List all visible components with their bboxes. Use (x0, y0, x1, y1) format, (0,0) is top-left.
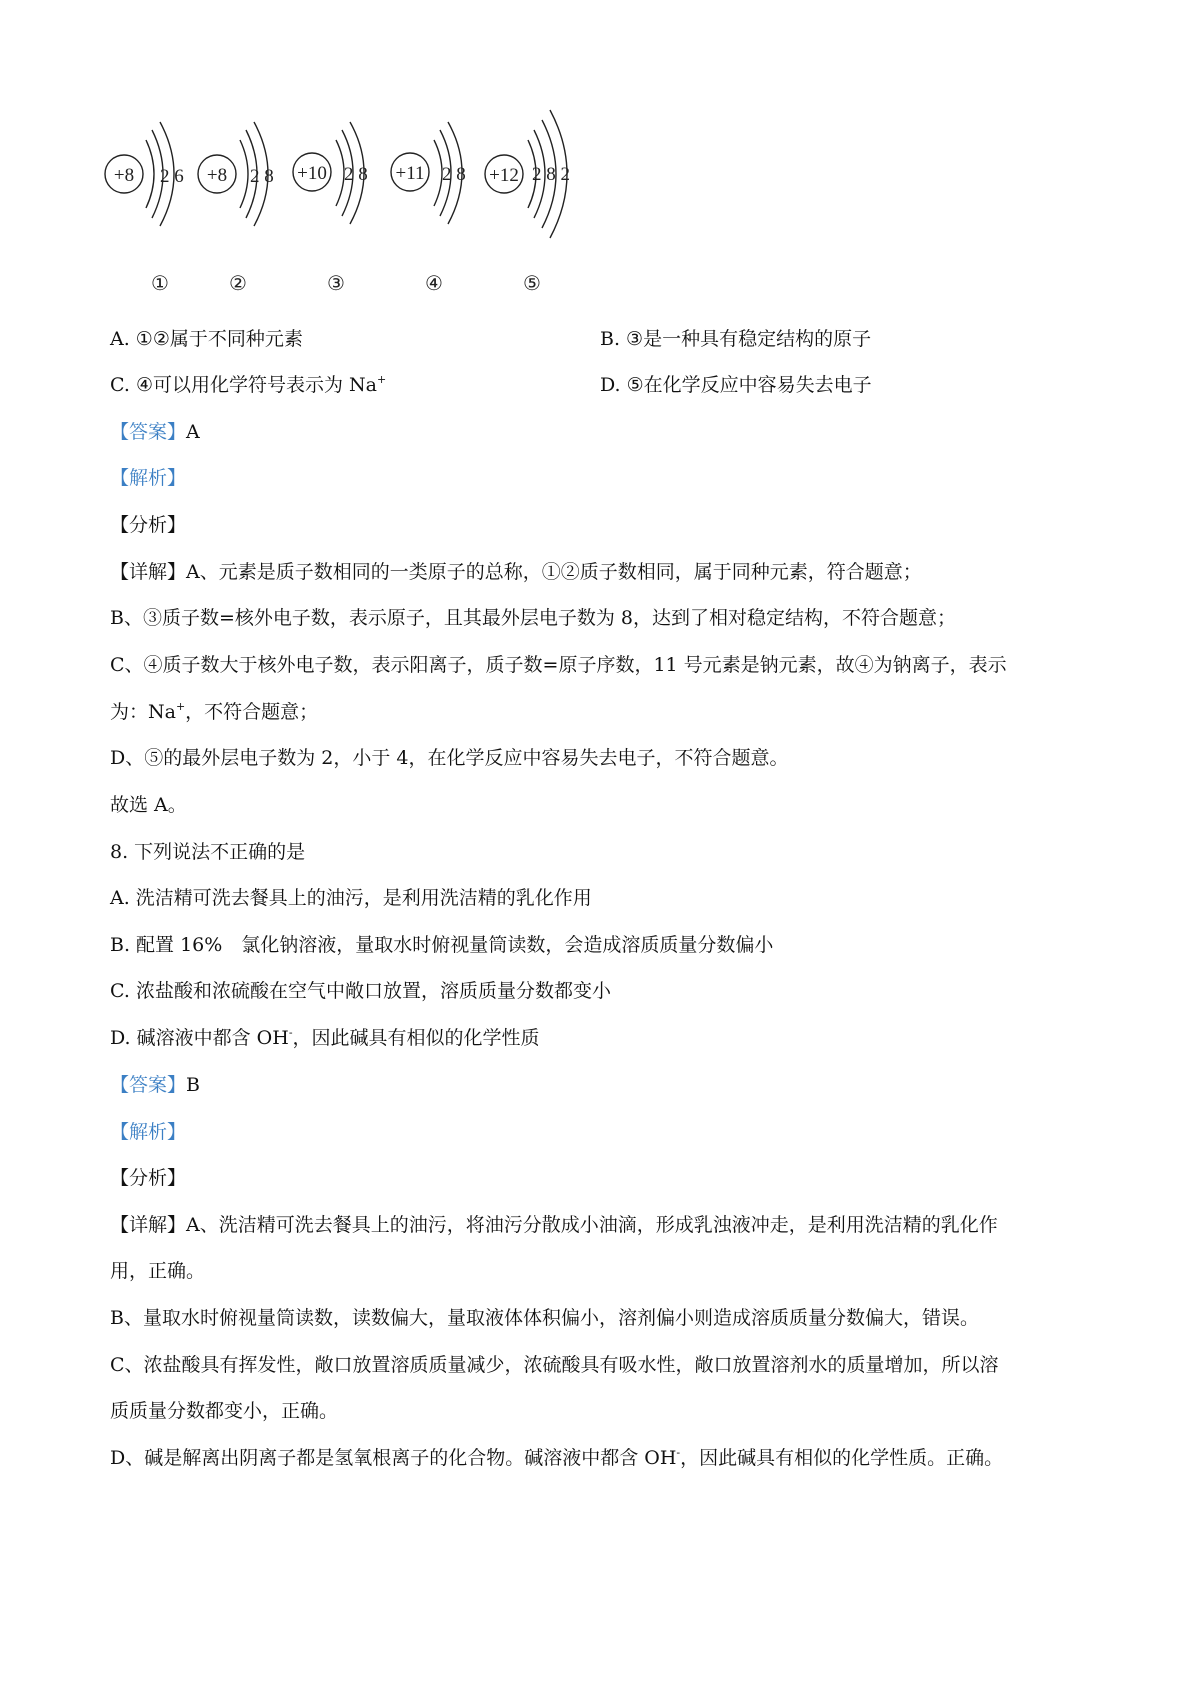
q8-option-a: A. 洗洁精可洗去餐具上的油污，是利用洗洁精的乳化作用 (110, 887, 592, 909)
atom-3-nucleus: +10 (297, 163, 327, 184)
q7-answer-tag: 【答案】 (110, 421, 187, 443)
atom-1-shells: 2 6 (160, 166, 184, 187)
q7-detail-line-1: 【详解】A、元素是质子数相同的一类原子的总称，①②质子数相同，属于同种元素，符合题意； (110, 561, 922, 583)
atom-structure-figure (100, 100, 660, 330)
atom-4-shells: 2 8 (442, 164, 466, 185)
q7-option-c-text: C. ④可以用化学符号表示为 Na (110, 374, 377, 396)
atom-3-label: ③ (327, 271, 345, 295)
atom-2-nucleus: +8 (206, 165, 228, 186)
q8-fenxi-tag: 【分析】 (110, 1167, 187, 1189)
q8-option-d-charge: - (288, 1026, 293, 1039)
q8-option-d (110, 1025, 540, 1051)
q7-conclusion: 故选 A。 (110, 794, 187, 816)
q7-detail-line-3: C、④质子数大于核外电子数，表示阳离子，质子数=原子序数，11 号元素是钠元素，故④为钠离子，表示 (110, 654, 1007, 676)
q7-detail-line-4a: 为：Na (110, 701, 176, 723)
q7-detail-line-4b: ，不符合题意； (185, 701, 319, 723)
q8-detail-line-6a: D、碱是解离出阴离子都是氢氧根离子的化合物。碱溶液中都含 OH (110, 1447, 677, 1469)
q8-option-b: B. 配置 16% 氯化钠溶液，量取水时俯视量筒读数，会造成溶质质量分数偏小 (110, 934, 774, 956)
q8-stem: 8. 下列说法不正确的是 (110, 841, 306, 863)
q8-option-c: C. 浓盐酸和浓硫酸在空气中敞口放置，溶质质量分数都变小 (110, 980, 611, 1002)
atom-3-shells: 2 8 (344, 164, 368, 185)
q7-answer (110, 419, 200, 445)
q7-option-a: A. ①②属于不同种元素 (110, 328, 303, 350)
atom-4-nucleus: +11 (395, 163, 425, 184)
q8-detail-line-1: 【详解】A、洗洁精可洗去餐具上的油污，将油污分散成小油滴，形成乳浊液冲走，是利用洗洁精的乳化作 (110, 1214, 998, 1236)
q8-detail-line-3: B、量取水时俯视量筒读数，读数偏大，量取液体体积偏小，溶剂偏小则造成溶质质量分数偏大，错误。 (110, 1307, 979, 1329)
q8-detail-line-6 (110, 1445, 1003, 1471)
q8-detail-line-5: 质质量分数都变小，正确。 (110, 1400, 339, 1422)
atom-2-label: ② (229, 271, 247, 295)
q8-detail-line-2: 用，正确。 (110, 1260, 206, 1282)
atom-1-label: ① (151, 271, 169, 295)
q8-answer-tag: 【答案】 (110, 1074, 187, 1096)
q7-option-c (110, 372, 386, 398)
q7-analysis-tag: 【解析】 (110, 467, 187, 489)
q8-analysis-tag: 【解析】 (110, 1121, 187, 1143)
q8-detail-line-6-charge: - (676, 1446, 681, 1459)
q7-detail-line-2: B、③质子数=核外电子数，表示原子，且其最外层电子数为 8，达到了相对稳定结构，不符合题意； (110, 607, 957, 629)
q7-option-c-charge: + (376, 373, 387, 386)
q8-option-d-b: ，因此碱具有相似的化学性质 (292, 1027, 540, 1049)
q7-option-d: D. ⑤在化学反应中容易失去电子 (600, 374, 872, 396)
q7-fenxi-tag: 【分析】 (110, 514, 187, 536)
q8-option-d-a: D. 碱溶液中都含 OH (110, 1027, 289, 1049)
q8-detail-line-6b: ，因此碱具有相似的化学性质。正确。 (680, 1447, 1004, 1469)
q7-detail-line-5: D、⑤的最外层电子数为 2，小于 4，在化学反应中容易失去电子，不符合题意。 (110, 747, 789, 769)
q8-answer-value: B (186, 1074, 200, 1096)
q7-answer-value: A (186, 421, 200, 443)
atom-5-nucleus: +12 (489, 165, 519, 186)
atom-1-nucleus: +8 (113, 165, 135, 186)
q7-detail-line-4-charge: + (175, 700, 186, 713)
q8-answer (110, 1072, 200, 1098)
atom-4-label: ④ (425, 271, 443, 295)
q7-detail-line-4 (110, 699, 318, 725)
q8-detail-line-4: C、浓盐酸具有挥发性，敞口放置溶质质量减少，浓硫酸具有吸水性，敞口放置溶剂水的质量增加，所以溶 (110, 1354, 999, 1376)
atom-5-shells: 2 8 2 (532, 164, 570, 185)
q7-option-b: B. ③是一种具有稳定结构的原子 (600, 328, 872, 350)
atom-2-shells: 2 8 (250, 166, 274, 187)
atom-5-label: ⑤ (523, 271, 541, 295)
